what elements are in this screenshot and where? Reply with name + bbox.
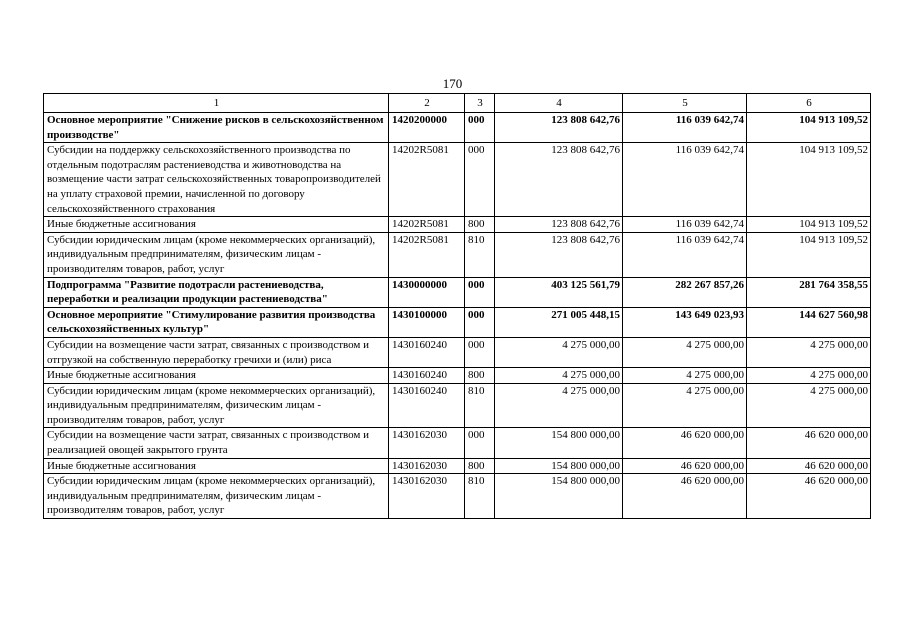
column-header-3: 3 <box>465 94 495 113</box>
row-name: Основное мероприятие "Стимулирование развития производства сельскохозяйственных культур" <box>44 307 389 337</box>
row-value-col6: 4 275 000,00 <box>747 383 871 428</box>
row-name: Субсидии юридическим лицам (кроме некоммерческих организаций), индивидуальным предпринимателям, физическим лицам - производителям товаров, работ, услуг <box>44 232 389 277</box>
row-expense-kind: 000 <box>465 143 495 217</box>
table-row <box>44 368 871 384</box>
row-code: 1430162030 <box>389 474 465 519</box>
table-header-row <box>44 94 871 113</box>
row-value-col5: 4 275 000,00 <box>623 368 747 384</box>
table-row <box>44 428 871 458</box>
row-value-col5: 4 275 000,00 <box>623 337 747 367</box>
column-header-1: 1 <box>44 94 389 113</box>
row-value-col4: 123 808 642,76 <box>495 232 623 277</box>
row-value-col4: 403 125 561,79 <box>495 277 623 307</box>
row-value-col6: 4 275 000,00 <box>747 368 871 384</box>
row-value-col4: 4 275 000,00 <box>495 383 623 428</box>
budget-table <box>43 93 871 519</box>
row-expense-kind: 000 <box>465 337 495 367</box>
row-code: 1430160240 <box>389 383 465 428</box>
table-row <box>44 307 871 337</box>
row-value-col6: 104 913 109,52 <box>747 113 871 143</box>
table-row <box>44 217 871 233</box>
row-expense-kind: 800 <box>465 458 495 474</box>
table-row <box>44 458 871 474</box>
row-value-col4: 123 808 642,76 <box>495 113 623 143</box>
row-code: 1430162030 <box>389 428 465 458</box>
row-value-col5: 46 620 000,00 <box>623 474 747 519</box>
row-expense-kind: 000 <box>465 428 495 458</box>
row-value-col6: 46 620 000,00 <box>747 428 871 458</box>
column-header-6: 6 <box>747 94 871 113</box>
row-code: 14202R5081 <box>389 143 465 217</box>
column-header-2: 2 <box>389 94 465 113</box>
table-row <box>44 337 871 367</box>
row-name: Иные бюджетные ассигнования <box>44 458 389 474</box>
row-value-col5: 46 620 000,00 <box>623 428 747 458</box>
row-value-col6: 104 913 109,52 <box>747 232 871 277</box>
row-value-col5: 46 620 000,00 <box>623 458 747 474</box>
row-expense-kind: 000 <box>465 307 495 337</box>
row-value-col5: 116 039 642,74 <box>623 143 747 217</box>
row-value-col6: 104 913 109,52 <box>747 217 871 233</box>
table-row <box>44 113 871 143</box>
row-value-col5: 116 039 642,74 <box>623 217 747 233</box>
row-value-col4: 154 800 000,00 <box>495 458 623 474</box>
row-code: 1430160240 <box>389 337 465 367</box>
row-expense-kind: 810 <box>465 232 495 277</box>
row-value-col4: 271 005 448,15 <box>495 307 623 337</box>
row-name: Основное мероприятие "Снижение рисков в сельскохозяйственном производстве" <box>44 113 389 143</box>
table-row <box>44 143 871 217</box>
row-expense-kind: 810 <box>465 383 495 428</box>
row-value-col6: 46 620 000,00 <box>747 458 871 474</box>
row-name: Субсидии на поддержку сельскохозяйственного производства по отдельным подотраслям растениеводства и животноводства на возмещение части затрат сельскохозяйственных товаропроизводителей на уплату страховой премии, начисленной по договору сельскохозяйственного страхования <box>44 143 389 217</box>
row-name: Иные бюджетные ассигнования <box>44 217 389 233</box>
table-row <box>44 277 871 307</box>
row-value-col4: 4 275 000,00 <box>495 337 623 367</box>
row-value-col4: 123 808 642,76 <box>495 217 623 233</box>
page-number: 170 <box>442 76 463 91</box>
row-value-col5: 116 039 642,74 <box>623 113 747 143</box>
row-expense-kind: 000 <box>465 113 495 143</box>
row-expense-kind: 800 <box>465 217 495 233</box>
row-name: Субсидии юридическим лицам (кроме некоммерческих организаций), индивидуальным предпринимателям, физическим лицам - производителям товаров, работ, услуг <box>44 474 389 519</box>
row-value-col4: 154 800 000,00 <box>495 474 623 519</box>
row-value-col5: 143 649 023,93 <box>623 307 747 337</box>
row-name: Субсидии на возмещение части затрат, связанных с производством и отгрузкой на собственную переработку гречихи и (или) риса <box>44 337 389 367</box>
row-code: 14202R5081 <box>389 217 465 233</box>
row-expense-kind: 000 <box>465 277 495 307</box>
row-expense-kind: 800 <box>465 368 495 384</box>
row-name: Подпрограмма "Развитие подотрасли растениеводства, переработки и реализации продукции растениеводства" <box>44 277 389 307</box>
row-code: 1430162030 <box>389 458 465 474</box>
row-expense-kind: 810 <box>465 474 495 519</box>
row-value-col5: 282 267 857,26 <box>623 277 747 307</box>
row-value-col4: 154 800 000,00 <box>495 428 623 458</box>
row-value-col4: 123 808 642,76 <box>495 143 623 217</box>
table-row <box>44 383 871 428</box>
row-code: 1430160240 <box>389 368 465 384</box>
column-header-4: 4 <box>495 94 623 113</box>
row-value-col6: 144 627 560,98 <box>747 307 871 337</box>
table-row <box>44 232 871 277</box>
row-value-col5: 116 039 642,74 <box>623 232 747 277</box>
row-name: Иные бюджетные ассигнования <box>44 368 389 384</box>
row-code: 1430000000 <box>389 277 465 307</box>
row-code: 1420200000 <box>389 113 465 143</box>
row-name: Субсидии юридическим лицам (кроме некоммерческих организаций), индивидуальным предпринимателям, физическим лицам - производителям товаров, работ, услуг <box>44 383 389 428</box>
table-row <box>44 474 871 519</box>
row-code: 1430100000 <box>389 307 465 337</box>
row-value-col6: 4 275 000,00 <box>747 337 871 367</box>
row-code: 14202R5081 <box>389 232 465 277</box>
row-value-col6: 46 620 000,00 <box>747 474 871 519</box>
row-value-col5: 4 275 000,00 <box>623 383 747 428</box>
row-value-col6: 281 764 358,55 <box>747 277 871 307</box>
column-header-5: 5 <box>623 94 747 113</box>
row-value-col4: 4 275 000,00 <box>495 368 623 384</box>
row-name: Субсидии на возмещение части затрат, связанных с производством и реализацией овощей закрытого грунта <box>44 428 389 458</box>
row-value-col6: 104 913 109,52 <box>747 143 871 217</box>
